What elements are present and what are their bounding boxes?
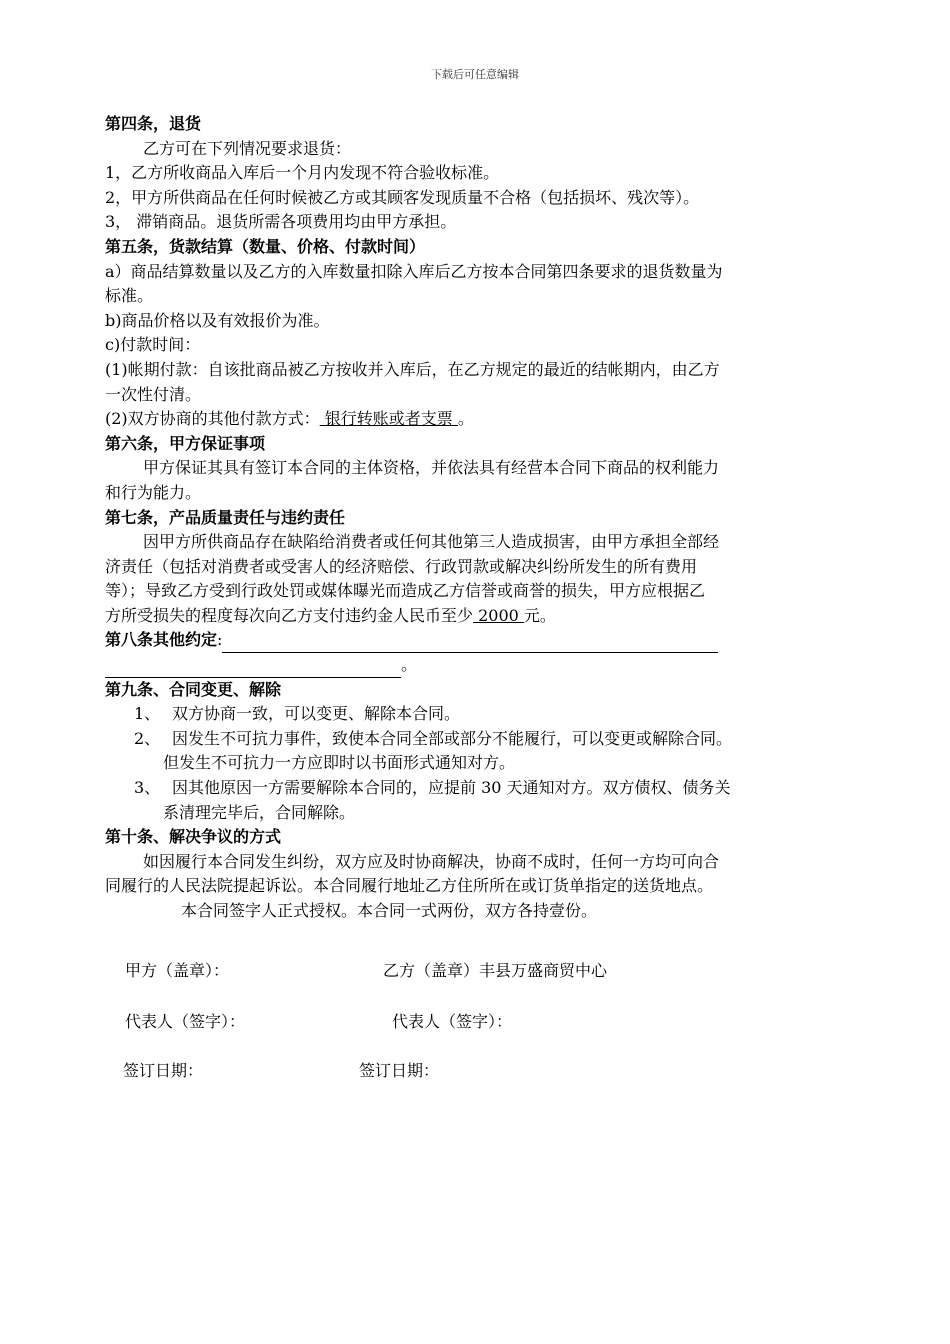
signature-block xyxy=(105,958,850,982)
contract-body xyxy=(105,112,850,924)
representative-block xyxy=(105,1009,850,1033)
article-9-item-2 xyxy=(105,727,850,752)
article-7-line-1: 因甲方所供商品存在缺陷给消费者或任何其他第三人造成损害，由甲方承担全部经 xyxy=(143,532,720,552)
article-4-item-3: 3， 滞销商品。退货所需各项费用均由甲方承担。 xyxy=(105,212,457,232)
party-a-sign-date: 签订日期： xyxy=(123,1061,204,1080)
party-b-seal: 乙方（盖章）丰县万盛商贸中心 xyxy=(383,961,608,980)
article-8 xyxy=(105,628,850,653)
article-8-line-2 xyxy=(105,653,850,678)
article-10-title: 第十条、解决争议的方式 xyxy=(105,827,282,847)
article-6-title: 第六条，甲方保证事项 xyxy=(105,433,266,453)
article-8-end: 。 xyxy=(401,655,418,675)
article-9-item-3 xyxy=(105,776,850,801)
item-text: 双方协商一致，可以变更、解除本合同。 xyxy=(172,704,461,724)
article-7-line-2: 济责任（包括对消费者或受害人的经济赔偿、行政罚款或解决纠纷所发生的所有费用 xyxy=(105,556,698,576)
party-a-seal: 甲方（盖章）： xyxy=(125,961,230,980)
payment-method-value: 银行转账或者支票 xyxy=(319,409,458,429)
date-row xyxy=(105,1058,850,1082)
item-number: 1、 xyxy=(134,704,161,724)
article-9-item-1 xyxy=(105,702,850,727)
article-9-title: 第九条、合同变更、解除 xyxy=(105,679,282,699)
other-terms-blank-1 xyxy=(222,634,718,653)
payment-method-label: (2)双方协商的其他付款方式： xyxy=(105,409,320,429)
other-terms-blank-2 xyxy=(105,659,401,678)
article-10-line-1: 如因履行本合同发生纠纷，双方应及时协商解决，协商不成时，任何一方均可向合 xyxy=(143,851,720,871)
party-a-representative: 代表人（签字）： xyxy=(125,1012,246,1031)
party-b-sign-date: 签订日期： xyxy=(359,1061,440,1080)
article-4-item-1: 1，乙方所收商品入库后一个月内发现不符合验收标准。 xyxy=(105,163,500,183)
date-block xyxy=(105,1058,850,1082)
penalty-unit: 元。 xyxy=(523,605,556,625)
article-10-line-2: 同履行的人民法院提起诉讼。本合同履行地址乙方住所所在或订货单指定的送货地点。 xyxy=(105,876,714,896)
article-5-a-line-2: 标准。 xyxy=(105,286,154,306)
article-5-p2 xyxy=(105,407,850,432)
item-text: 因发生不可抗力事件，致使本合同全部或部分不能履行，可以变更或解除合同。 xyxy=(172,728,733,748)
item-number: 2、 xyxy=(134,728,161,748)
article-8-title: 第八条其他约定 xyxy=(105,630,218,650)
article-10-line-3: 本合同签字人正式授权。本合同一式两份，双方各持壹份。 xyxy=(181,901,598,920)
article-7-line-3: 等）；导致乙方受到行政处罚或媒体曝光而造成乙方信誉或商誉的损失，甲方应根据乙 xyxy=(105,581,706,601)
penalty-amount: 2000 xyxy=(473,605,524,625)
penalty-label: 方所受损失的程度每次向乙方支付违约金人民币至少 xyxy=(105,605,474,625)
article-5-b: b)商品价格以及有效报价为准。 xyxy=(105,310,330,330)
article-4-item-2: 2，甲方所供商品在任何时候被乙方或其顾客发现质量不合格（包括损坏、残次等）。 xyxy=(105,187,700,207)
article-6-line-1: 甲方保证其具有签订本合同的主体资格，并依法具有经营本合同下商品的权利能力 xyxy=(143,458,720,478)
article-6-line-2: 和行为能力。 xyxy=(105,482,202,502)
article-5-p1-line-1: (1)帐期付款：自该批商品被乙方按收并入库后，在乙方规定的最近的结帐期内，由乙方 xyxy=(105,359,720,379)
representative-row xyxy=(105,1009,850,1033)
article-5-title: 第五条，货款结算（数量、价格、付款时间） xyxy=(105,236,426,256)
item-text: 因其他原因一方需要解除本合同的，应提前 30 天通知对方。双方债权、债务关 xyxy=(172,778,731,798)
article-9-item-3-cont: 系清理完毕后，合同解除。 xyxy=(163,802,356,822)
article-7-title: 第七条，产品质量责任与违约责任 xyxy=(105,507,346,527)
article-4-title: 第四条，退货 xyxy=(105,114,202,133)
article-8-colon: : xyxy=(217,630,223,650)
article-5-a-line-1: a）商品结算数量以及乙方的入库数量扣除入库后乙方按本合同第四条要求的退货数量为 xyxy=(105,261,723,281)
article-4-intro: 乙方可在下列情况要求退货： xyxy=(143,138,352,158)
article-5-p1-line-2: 一次性付清。 xyxy=(105,384,202,404)
article-5-c: c)付款时间： xyxy=(105,335,201,355)
item-number: 3、 xyxy=(134,778,161,798)
seal-row xyxy=(105,958,850,982)
party-b-representative: 代表人（签字）： xyxy=(392,1012,513,1031)
payment-method-end: 。 xyxy=(457,409,474,429)
article-7-line-4 xyxy=(105,604,850,629)
article-9-item-2-cont: 但发生不可抗力一方应即时以书面形式通知对方。 xyxy=(163,753,516,773)
page-header: 下载后可任意编辑 xyxy=(431,68,519,81)
